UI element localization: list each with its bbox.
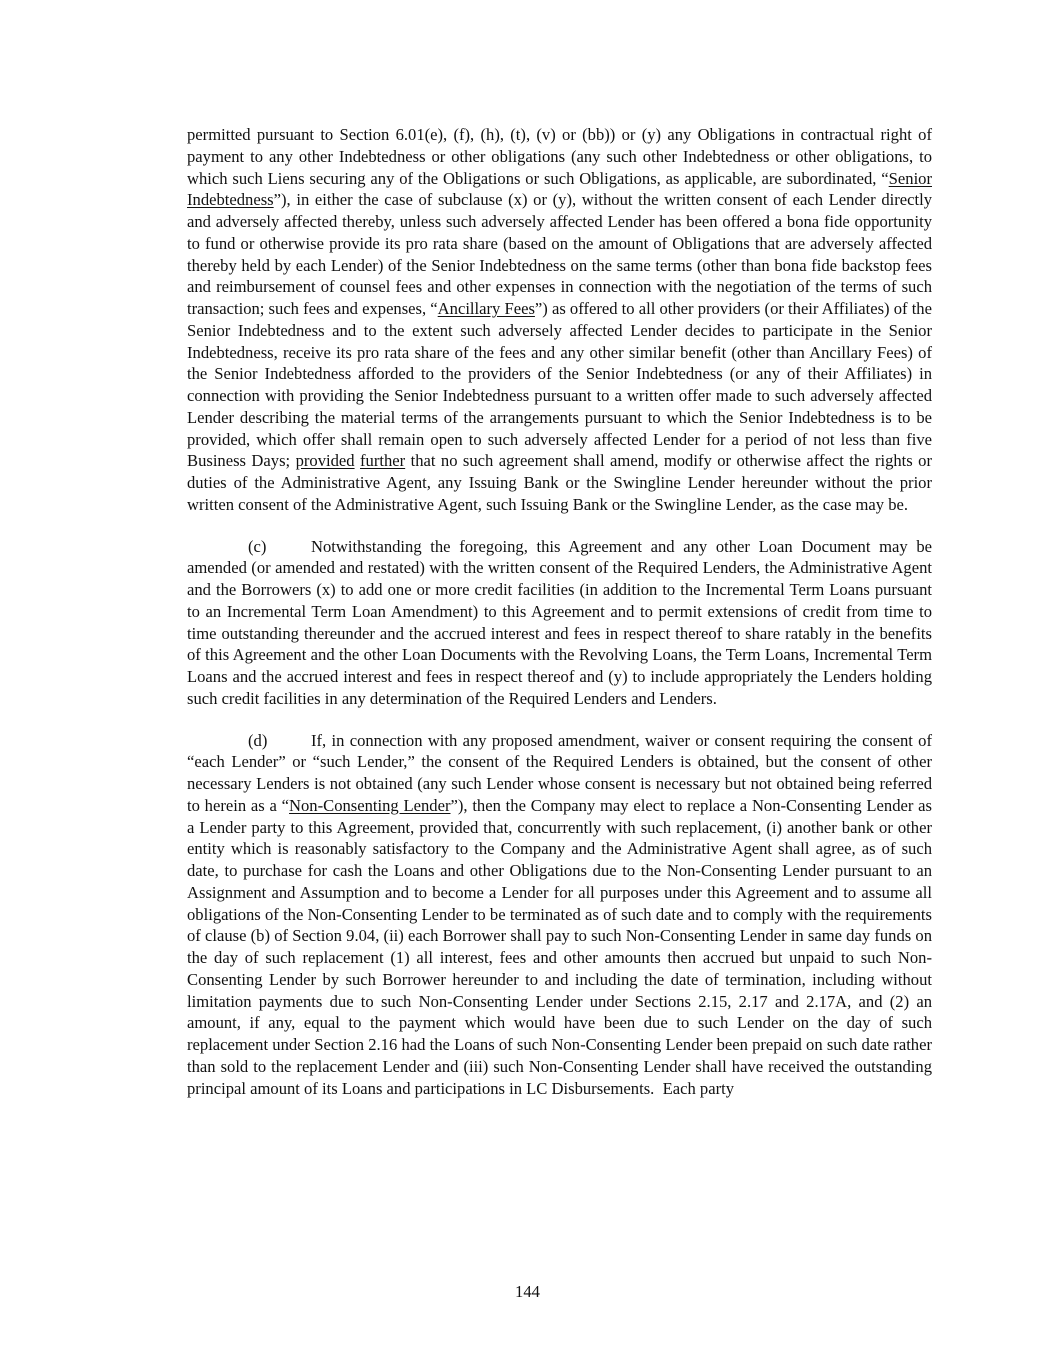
paragraph-c — [187, 536, 932, 710]
defined-term-non-consenting-lender: Non-Consenting Lender — [289, 795, 451, 815]
text-segment: Notwithstanding the foregoing, this Agreement and any other Loan Document may be amended (or amended and restated) with the written consent of the Required Lenders, the Administrative Agent and the Borrowers (x) to add one or more credit facilities (in addition to the Incremental Term Loans pursuant to an Incremental Term Loan Amendment) to this Agreement and to permit extensions of credit from time to time outstanding thereunder and the accrued interest and fees in respect thereof to share ratably in the benefits of this Agreement and the other Loan Documents with the Revolving Loans, the Term Loans, Incremental Term Loans and the accrued interest and fees in respect thereof and (y) to include appropriately the Lenders holding such credit facilities in any determination of the Required Lenders and Lenders. — [187, 536, 932, 708]
paragraph-label-d: (d) — [248, 730, 268, 750]
emphasis-provided: provided — [295, 451, 355, 471]
document-body — [187, 124, 932, 1099]
defined-term-senior-indebtedness: Senior Indebtedness — [187, 168, 932, 210]
text-segment: ”), then the Company may elect to replace a Non-Consenting Lender as a Lender party to this Agreement, provided that, concurrently with such replacement, (i) another bank or other entity which is reasonably satisfactory to the Company and the Administrative Agent shall agree, as of such date, to purchase for cash the Loans and other Obligations due to the Non-Consenting Lender pursuant to an Assignment and Assumption and to become a Lender for all purposes under this Agreement and to assume all obligations of the Non-Consenting Lender to be terminated as of such date and to comply with the requirements of clause (b) of Section 9.04, (ii) each Borrower shall pay to such Non-Consenting Lender in same day funds on the day of such replacement (1) all interest, fees and other amounts then accrued but unpaid to such Non-Consenting Lender by such Borrower hereunder to and including the date of termination, including without limitation payments due to such Non-Consenting Lender under Sections 2.15, 2.17 and 2.17A, and (2) an amount, if any, equal to the payment which would have been due to such Lender on the day of such replacement under Section 2.16 had the Loans of such Non-Consenting Lender been prepaid on such date rather than sold to the replacement Lender and (iii) such Non-Consenting Lender shall have received the outstanding principal amount of its Loans and participations in LC Disbursements. Each party — [187, 795, 932, 1098]
paragraph-label-c: (c) — [248, 536, 267, 556]
text-segment: permitted pursuant to Section 6.01(e), (f), (h), (t), (v) or (bb)) or (y) any Obligations in contractual right of payment to any other Indebtedness or other obligations (any such other Indebtedness or other obligations, to which such Liens securing any of the Obligations or such Obligations, as applicable, are subordinated, “ — [187, 125, 932, 188]
defined-term-ancillary-fees: Ancillary Fees — [437, 299, 535, 318]
text-segment: ”) as offered to all other providers (or their Affiliates) of the Senior Indebtedness and to the extent such adversely affected Lender decides to participate in the Senior Indebtedness, receive its pro rata share of the fees and any other similar benefit (other than Ancillary Fees) of the Senior Indebtedness afforded to the providers of the Senior Indebtedness (or any of their Affiliates) in connection with providing the Senior Indebtedness pursuant to a written offer made to such adversely affected Lender describing the material terms of the arrangements pursuant to which the Senior Indebtedness is to be provided, which offer shall remain open to such adversely affected Lender for a period of not less than five Business Days; — [187, 299, 932, 471]
text-segment: that no such agreement shall amend, modify or otherwise affect the rights or duties of the Administrative Agent, any Issuing Bank or the Swingline Lender hereunder without the prior written consent of the Administrative Agent, such Issuing Bank or the Swingline Lender, as the case may be. — [187, 451, 932, 514]
paragraph-d — [187, 730, 932, 1100]
emphasis-further: further — [360, 451, 406, 471]
text-segment: ”), in either the case of subclause (x) or (y), without the written consent of each Lender directly and adversely affected thereby, unless such adversely affected Lender has been offered a bona fide opportunity to fund or otherwise provide its pro rata share (based on the amount of Obligations that are adversely affected thereby held by each Lender) of the Senior Indebtedness on the same terms (other than bona fide backstop fees and reimbursement of counsel fees and other expenses in connection with the negotiation of the terms of such transaction; such fees and expenses, “ — [187, 190, 932, 318]
paragraph-b-continued — [187, 124, 932, 516]
text-segment: If, in connection with any proposed amendment, waiver or consent requiring the consent of “each Lender” or “such Lender,” the consent of the Required Lenders is obtained, but the consent of other necessary Lenders is not obtained (any such Lender whose consent is necessary but not obtained being referred to herein as a “ — [187, 730, 932, 815]
page-number: 144 — [515, 1282, 540, 1301]
